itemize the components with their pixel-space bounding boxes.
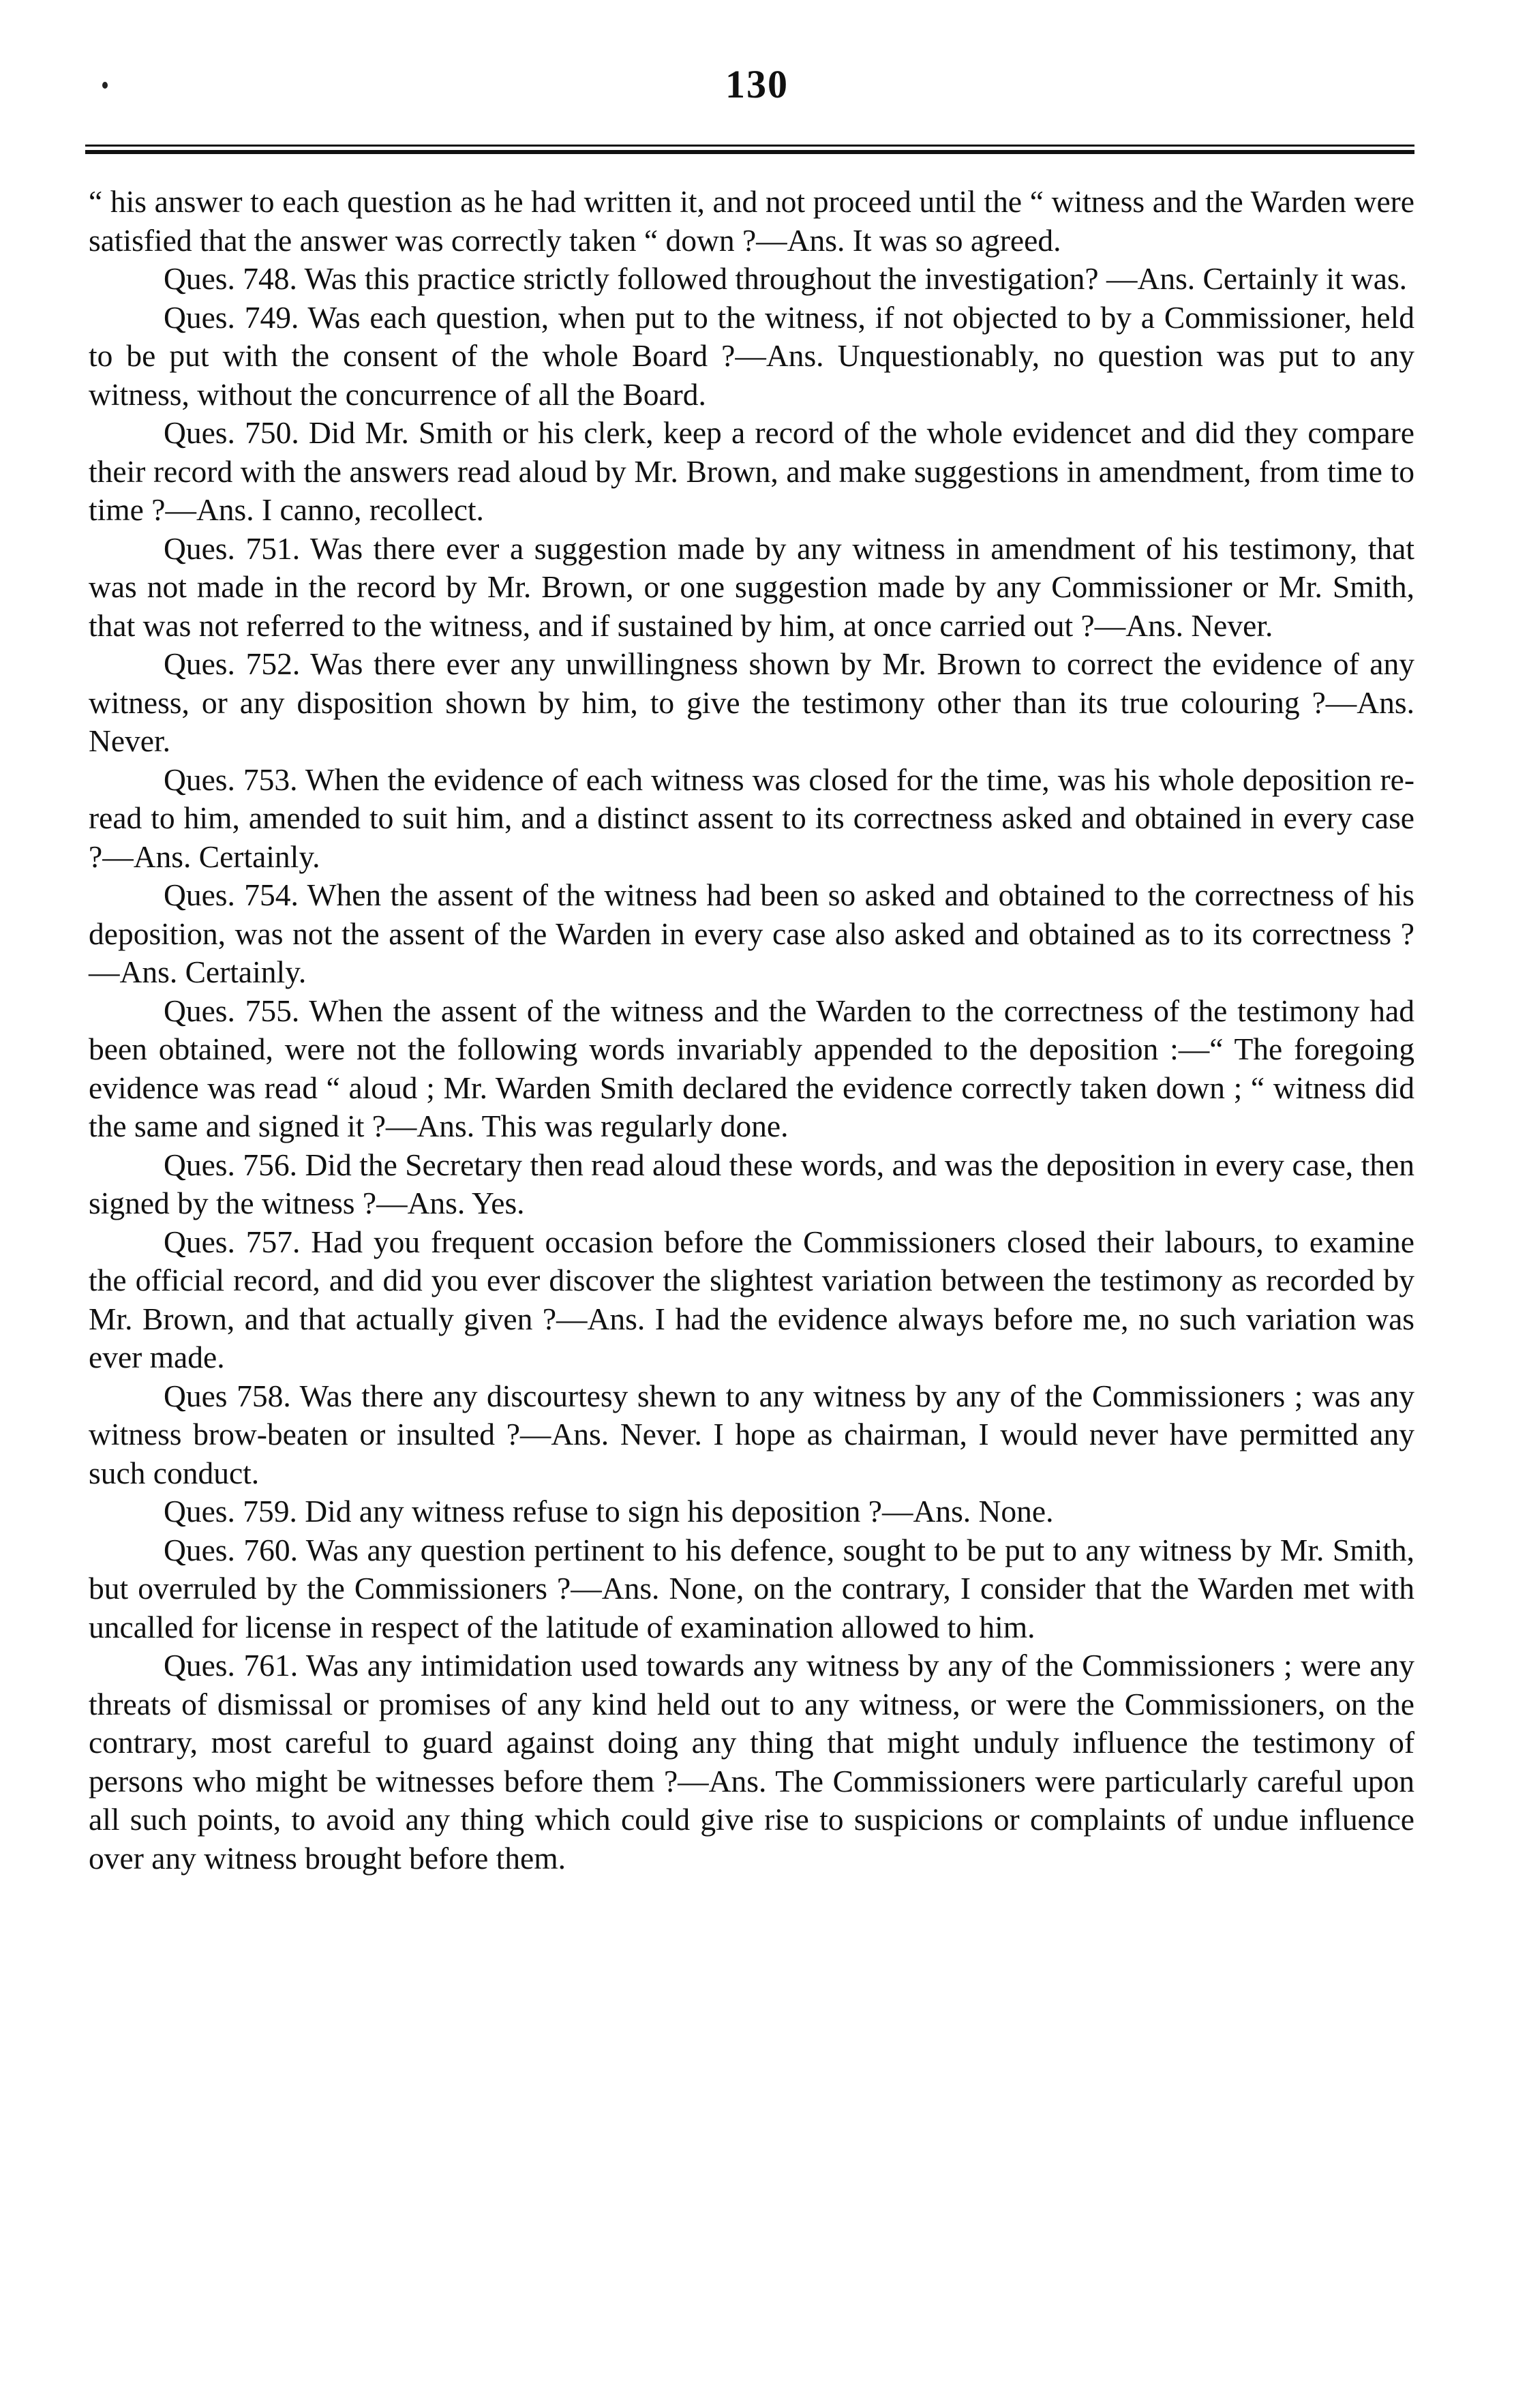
question-748: Ques. 748. Was this practice strictly followed throughout the investigation? —Ans. Certainly it was. (164, 261, 1408, 296)
question-749: Ques. 749. Was each question, when put to the witness, if not objected to by a Commissioner, held to be put with the consent of the whole Board ?—Ans. Unquestionably, no question was put to any witness, without the concurrence of all the Board. (89, 299, 1414, 412)
body-text (89, 183, 1414, 1878)
question-756: Ques. 756. Did the Secretary then read aloud these words, and was the deposition in every case, then signed by the witness ?—Ans. Yes. (89, 1147, 1414, 1220)
question-752: Ques. 752. Was there ever any unwillingness shown by Mr. Brown to correct the evidence of any witness, or any disposition shown by him, to give the testimony other than its true colouring ?—Ans. Never. (89, 646, 1414, 758)
header-rule-thin (85, 145, 1414, 147)
paragraph-continuation: “ his answer to each question as he had written it, and not proceed until the “ witness and the Warden were satisfied that the answer was correctly taken “ down ?—Ans. It was so agreed. (89, 184, 1414, 258)
question-760: Ques. 760. Was any question pertinent to his defence, sought to be put to any witness by Mr. Smith, but overruled by the Commissioners ?—Ans. None, on the contrary, I consider that the Warden met with uncalled for license in respect of the latitude of examination allowed to him. (89, 1532, 1414, 1644)
question-761: Ques. 761. Was any intimidation used towards any witness by any of the Commissioners ; were any threats of dismissal or promises of any kind held out to any witness, or were the Commissioners, on the contrary, most careful to guard against doing any thing that might unduly influence the testimony of persons who might be witnesses before them ?—Ans. The Commissioners were particularly careful upon all such points, to avoid any thing which could give rise to suspicions or complaints of undue influence over any witness brought before them. (89, 1648, 1414, 1876)
question-750: Ques. 750. Did Mr. Smith or his clerk, keep a record of the whole evidencet and did they compare their record with the answers read aloud by Mr. Brown, and make suggestions in amendment, from time to time ?—Ans. I canno, recollect. (89, 415, 1414, 527)
header-rule-thick (85, 150, 1414, 154)
question-751: Ques. 751. Was there ever a suggestion made by any witness in amendment of his testimony, that was not made in the record by Mr. Brown, or one suggestion made by any Commissioner or Mr. Smith, that was not referred to the witness, and if sustained by him, at once carried out ?—Ans. Never. (89, 530, 1414, 643)
question-754: Ques. 754. When the assent of the witness had been so asked and obtained to the correctness of his deposition, was not the assent of the Warden in every case also asked and obtained as to its correctness ?—Ans. Certainly. (89, 877, 1414, 989)
question-759: Ques. 759. Did any witness refuse to sign his deposition ?—Ans. None. (164, 1494, 1054, 1529)
page-number: 130 (725, 62, 789, 106)
question-753: Ques. 753. When the evidence of each witness was closed for the time, was his whole deposition re-read to him, amended to suit him, and a distinct assent to its correctness asked and obtained in every case ?—Ans. Certainly. (89, 762, 1414, 874)
question-757: Ques. 757. Had you frequent occasion before the Commissioners closed their labours, to examine the official record, and did you ever discover the slightest variation between the testimony as recorded by Mr. Brown, and that actually given ?—Ans. I had the evidence always before me, no such variation was ever made. (89, 1224, 1414, 1374)
question-755: Ques. 755. When the assent of the witness and the Warden to the correctness of the testimony had been obtained, were not the following words invariably appended to the deposition :—“ The foregoing evidence was read “ aloud ; Mr. Warden Smith declared the evidence correctly taken down ; “ witness did the same and signed it ?—Ans. This was regularly done. (89, 993, 1414, 1143)
question-758: Ques 758. Was there any discourtesy shewn to any witness by any of the Commissioners ; was any witness brow-beaten or insulted ?—Ans. Never. I hope as chairman, I would never have permitted any such conduct. (89, 1378, 1414, 1490)
